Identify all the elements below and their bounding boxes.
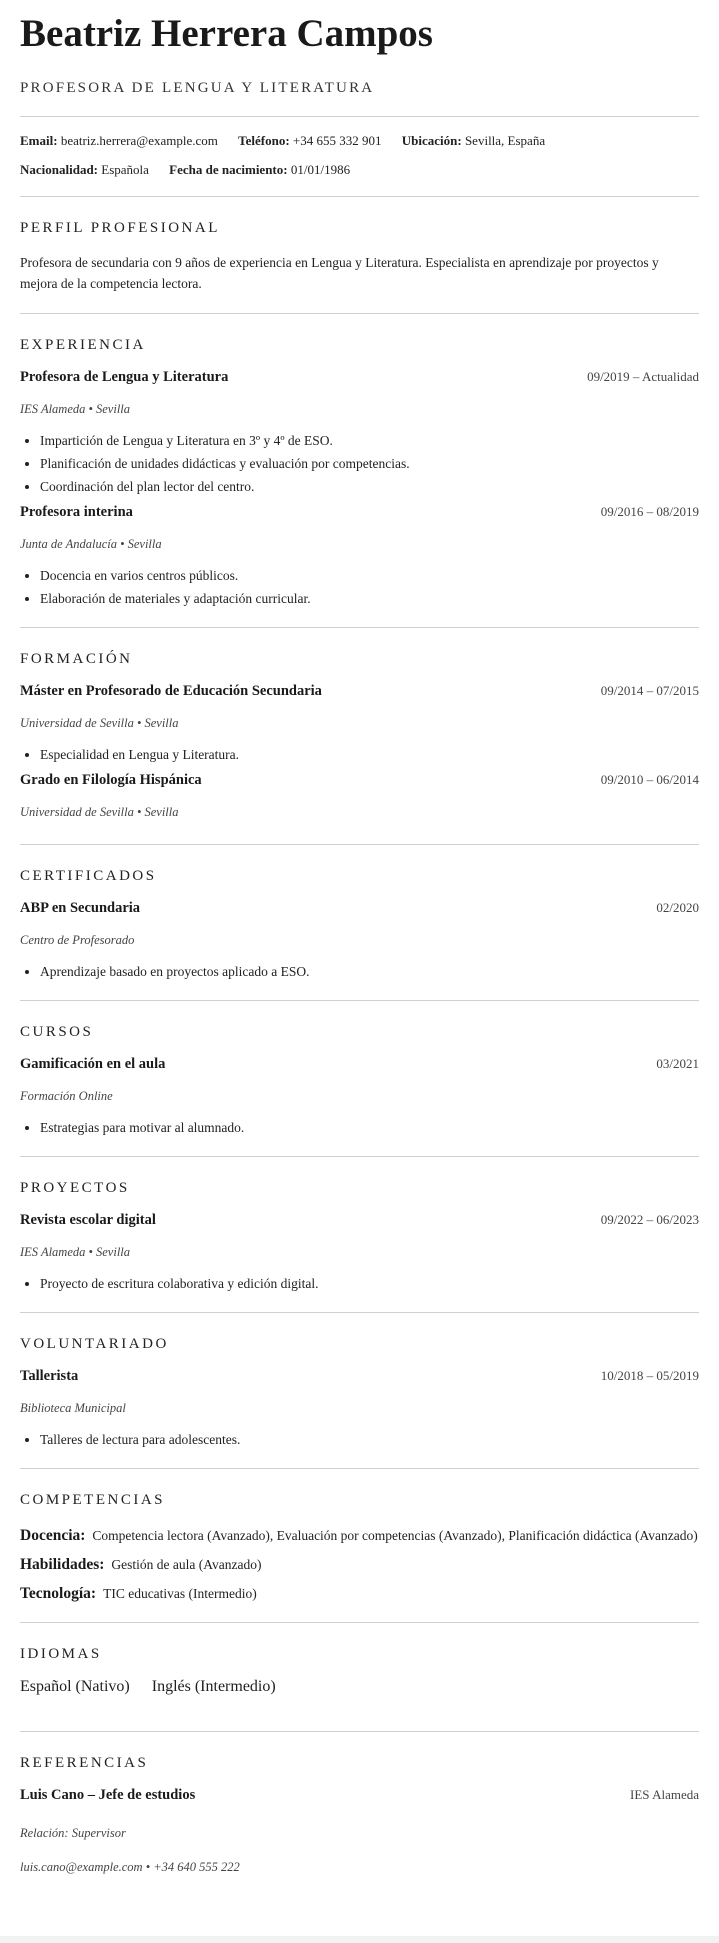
section-title: CURSOS: [20, 1024, 94, 1040]
references-section: [20, 1732, 699, 1900]
reference-org: IES Alameda: [630, 1787, 699, 1802]
section-title: COMPETENCIAS: [20, 1492, 166, 1508]
entry-subtitle: Universidad de Sevilla • Sevilla: [20, 716, 179, 730]
entry-title: Revista escolar digital: [20, 1212, 156, 1228]
birthdate-item: Fecha de nacimiento: 01/01/1986: [169, 162, 351, 177]
reference-relation: Relación: Supervisor: [20, 1826, 126, 1840]
languages-section: [20, 1623, 699, 1731]
entry-title: Profesora de Lengua y Literatura: [20, 369, 229, 385]
profile-section: [20, 197, 699, 313]
entry: [20, 772, 699, 828]
entry-bullets: [20, 960, 699, 983]
section-title: PERFIL PROFESIONAL: [20, 220, 220, 236]
entry-title: Máster en Profesorado de Educación Secundaria: [20, 683, 322, 699]
nationality-value: Española: [101, 162, 149, 177]
bullet-item: • Planificación de unidades didácticas y evaluación por competencias.: [40, 452, 699, 475]
entry-subtitle: Formación Online: [20, 1089, 113, 1103]
entry-title: Gamificación en el aula: [20, 1056, 166, 1072]
reference-name: Luis Cano – Jefe de estudios: [20, 1787, 196, 1803]
entry-bullets: [20, 429, 699, 498]
location-item: Ubicación: Sevilla, España: [401, 133, 546, 148]
entry-bullets: [20, 1428, 699, 1451]
entry: [20, 900, 699, 983]
languages-list: [20, 1678, 699, 1706]
phone-item: Teléfono: +34 655 332 901: [238, 133, 382, 148]
language-item: Inglés (Intermedio): [151, 1678, 276, 1695]
skill-group: Habilidades: Gestión de aula (Avanzado): [20, 1556, 262, 1573]
section-title: FORMACIÓN: [20, 651, 133, 667]
entry-bullets: [20, 1272, 699, 1295]
entry-date: 09/2010 – 06/2014: [600, 772, 699, 787]
phone-value: +34 655 332 901: [292, 133, 382, 148]
candidate-name: Beatriz Herrera Campos: [20, 12, 433, 55]
profile-summary: Profesora de secundaria con 9 años de experiencia en Lengua y Literatura. Especialista en aprendizaje por proyectos y mejora de la competencia lectora.: [20, 255, 659, 291]
skills-section: [20, 1469, 699, 1622]
bullet-item: • Aprendizaje basado en proyectos aplicado a ESO.: [40, 960, 699, 983]
entry-subtitle: Biblioteca Municipal: [20, 1401, 126, 1415]
location-value: Sevilla, España: [464, 133, 546, 148]
bullet-item: • Coordinación del plan lector del centro.: [40, 475, 699, 498]
entry-subtitle: Junta de Andalucía • Sevilla: [20, 537, 162, 551]
entry-bullets: [20, 564, 699, 610]
bullet-item: • Especialidad en Lengua y Literatura.: [40, 743, 699, 766]
entry: [20, 683, 699, 766]
entry-date: 09/2019 – Actualidad: [587, 369, 699, 384]
bullet-item: • Docencia en varios centros públicos.: [40, 564, 699, 587]
entry-title: Profesora interina: [20, 504, 133, 520]
language-item: Español (Nativo): [20, 1678, 130, 1695]
volunteering-section: [20, 1313, 699, 1468]
entry-date: 09/2014 – 07/2015: [600, 683, 699, 698]
contact-block: [20, 117, 699, 196]
entry-date: 09/2016 – 08/2019: [600, 504, 699, 519]
entry-subtitle: Universidad de Sevilla • Sevilla: [20, 805, 179, 819]
entry-date: 10/2018 – 05/2019: [600, 1368, 699, 1383]
email-item: Email: beatriz.herrera@example.com: [20, 133, 218, 148]
projects-section: [20, 1157, 699, 1312]
entry-subtitle: IES Alameda • Sevilla: [20, 1245, 131, 1259]
bullet-item: • Estrategias para motivar al alumnado.: [40, 1116, 699, 1139]
section-title: CERTIFICADOS: [20, 868, 157, 884]
courses-section: [20, 1001, 699, 1156]
skill-group: Tecnología: TIC educativas (Intermedio): [20, 1585, 257, 1602]
candidate-role: PROFESORA DE LENGUA Y LITERATURA: [20, 80, 375, 96]
entry-title: ABP en Secundaria: [20, 900, 141, 916]
skill-group: Docencia: Competencia lectora (Avanzado), Evaluación por competencias (Avanzado), Planificación didáctica (Avanzado): [20, 1527, 698, 1544]
education-section: [20, 628, 699, 844]
entry-bullets: [20, 743, 699, 766]
entry: [20, 1368, 699, 1451]
section-title: EXPERIENCIA: [20, 337, 146, 353]
email-value[interactable]: beatriz.herrera@example.com: [60, 133, 218, 148]
certificates-section: [20, 845, 699, 1000]
entry: [20, 1212, 699, 1295]
bullet-item: • Impartición de Lengua y Literatura en 3º y 4º de ESO.: [40, 429, 699, 452]
entry: [20, 504, 699, 610]
entry-title: Grado en Filología Hispánica: [20, 772, 202, 788]
bullet-item: • Proyecto de escritura colaborativa y edición digital.: [40, 1272, 699, 1295]
entry-date: 02/2020: [656, 900, 699, 915]
entry-date: 03/2021: [656, 1056, 699, 1071]
experience-section: [20, 314, 699, 627]
entry: [20, 1056, 699, 1139]
entry: [20, 369, 699, 498]
entry-date: 09/2022 – 06/2023: [600, 1212, 699, 1227]
section-title: PROYECTOS: [20, 1180, 130, 1196]
nationality-item: Nacionalidad: Española: [20, 162, 149, 177]
entry-bullets: [20, 1116, 699, 1139]
section-title: REFERENCIAS: [20, 1755, 149, 1771]
entry-title: Tallerista: [20, 1368, 79, 1384]
section-title: IDIOMAS: [20, 1646, 102, 1662]
entry-subtitle: Centro de Profesorado: [20, 933, 135, 947]
birthdate-value: 01/01/1986: [290, 162, 351, 177]
reference-contact[interactable]: luis.cano@example.com • +34 640 555 222: [20, 1860, 240, 1874]
bullet-item: • Elaboración de materiales y adaptación curricular.: [40, 587, 699, 610]
section-title: VOLUNTARIADO: [20, 1336, 169, 1352]
bullet-item: • Talleres de lectura para adolescentes.: [40, 1428, 699, 1451]
entry-subtitle: IES Alameda • Sevilla: [20, 402, 131, 416]
